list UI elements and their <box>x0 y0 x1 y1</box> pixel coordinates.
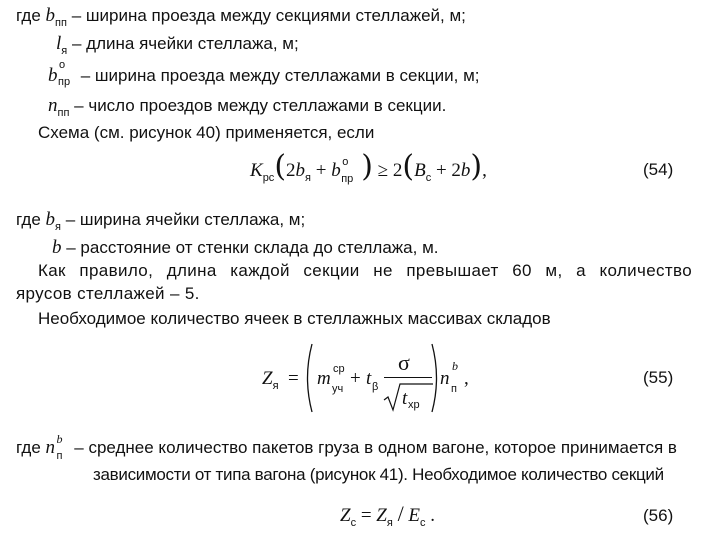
eq56-Z-ya: $Z_я$ <box>376 505 393 529</box>
definition-text: – среднее количество пакетов груза в одном вагоне, которое принимается в <box>74 438 677 457</box>
cell-count-text: Необходимое количество ячеек в стеллажных массивах складов <box>38 309 551 328</box>
eq54-open-paren: ( <box>274 149 287 184</box>
eq55-m-sub: уч <box>332 383 344 395</box>
eq54-b-ya: $b_я$ <box>295 160 311 184</box>
equation-55 <box>262 340 482 420</box>
eq54-K: $K_{рс}$ <box>250 160 275 184</box>
definition-text: – ширина проезда между стеллажами в секции, м; <box>80 66 480 85</box>
definition-text: – число проездов между стеллажами в секции. <box>74 96 447 115</box>
symbol-b-plain: b <box>52 237 62 258</box>
eq55-sigma: σ <box>398 350 410 375</box>
eq55-t-sub: β <box>372 381 379 393</box>
eq55-t-hr: t <box>402 388 408 409</box>
definition-text: – ширина проезда между секциями стеллажей, м; <box>71 6 466 25</box>
eq55-equals: = <box>288 368 299 389</box>
eq55-t: t <box>366 368 372 389</box>
symbol-b-ya: $b_я$ <box>45 209 62 233</box>
symbol-b: $b_{пп}$ <box>45 5 67 29</box>
equation-56: $Z_с = Z_я / E_с$ . <box>340 501 436 529</box>
eq55-left-paren <box>302 342 314 414</box>
eq54-close-paren: ) <box>361 149 373 184</box>
eq55-n-sup: b <box>452 359 458 373</box>
eq54-open-paren-2: ( <box>402 149 415 184</box>
scheme-condition-text: Схема (см. рисунок 40) применяется, если <box>38 123 375 142</box>
definition-text: – расстояние от стенки склада до стеллажа, м. <box>66 238 439 257</box>
definition-b-ya <box>16 210 305 233</box>
symbol-n: $n_{пп}$ <box>48 95 70 119</box>
equation-number-54: (54) <box>643 160 674 179</box>
eq55-t-hr-sub: хр <box>408 399 420 411</box>
definition-text: – ширина ячейки стеллажа, м; <box>65 210 306 229</box>
symbol-n-p: n b п <box>45 432 63 462</box>
definition-b <box>52 238 438 257</box>
equation-number-55: (55) <box>643 368 674 387</box>
eq55-comma: , <box>464 368 469 389</box>
where-word: где <box>16 210 41 229</box>
paragraph-line-1: Как правило, длина каждой секции не превышает 60 м, а количество <box>38 261 692 280</box>
definition-b-pr <box>48 59 480 88</box>
definition-text: – длина ячейки стеллажа, м; <box>71 34 299 53</box>
definition-n-pp <box>48 96 446 119</box>
eq55-fraction-bar <box>384 377 432 378</box>
symbol-b-pr: b о пр <box>48 59 71 88</box>
eq55-n: n <box>440 368 450 389</box>
eq55-m: m <box>317 368 331 389</box>
eq54-b-pr: b о пр <box>331 156 354 185</box>
eq54-B-s: $B_с$ <box>414 160 432 184</box>
eq56-E-s: $E_с$ <box>408 505 426 529</box>
eq54-b: b <box>460 160 471 181</box>
where-word: где <box>16 438 41 457</box>
where-word: где <box>16 6 41 25</box>
sections-count-text: зависимости от типа вагона (рисунок 41). Необходимое количество секций <box>93 465 664 484</box>
equation-54: $K_{рс}(2b_я + b$ о пр ) ≥ $2(B_с + 2b)$, <box>250 149 487 185</box>
definition-b-pp <box>16 6 466 29</box>
symbol-l: $l_я$ <box>56 33 68 57</box>
eq55-plus: + <box>350 368 361 389</box>
eq55-Z-ya: $Z_я$ <box>262 368 279 392</box>
definition-l-ya <box>56 34 299 57</box>
eq54-close-paren-2: ) <box>470 149 483 184</box>
eq56-Z-s: $Z_с$ <box>340 505 357 529</box>
eq55-n-sub: п <box>451 383 457 395</box>
paragraph-section-length <box>38 262 692 279</box>
equation-number-56: (56) <box>643 506 674 525</box>
paragraph-line-2: ярусов стеллажей – 5. <box>16 284 200 303</box>
eq55-m-sup: ср <box>333 363 345 375</box>
definition-n-p <box>16 432 677 462</box>
